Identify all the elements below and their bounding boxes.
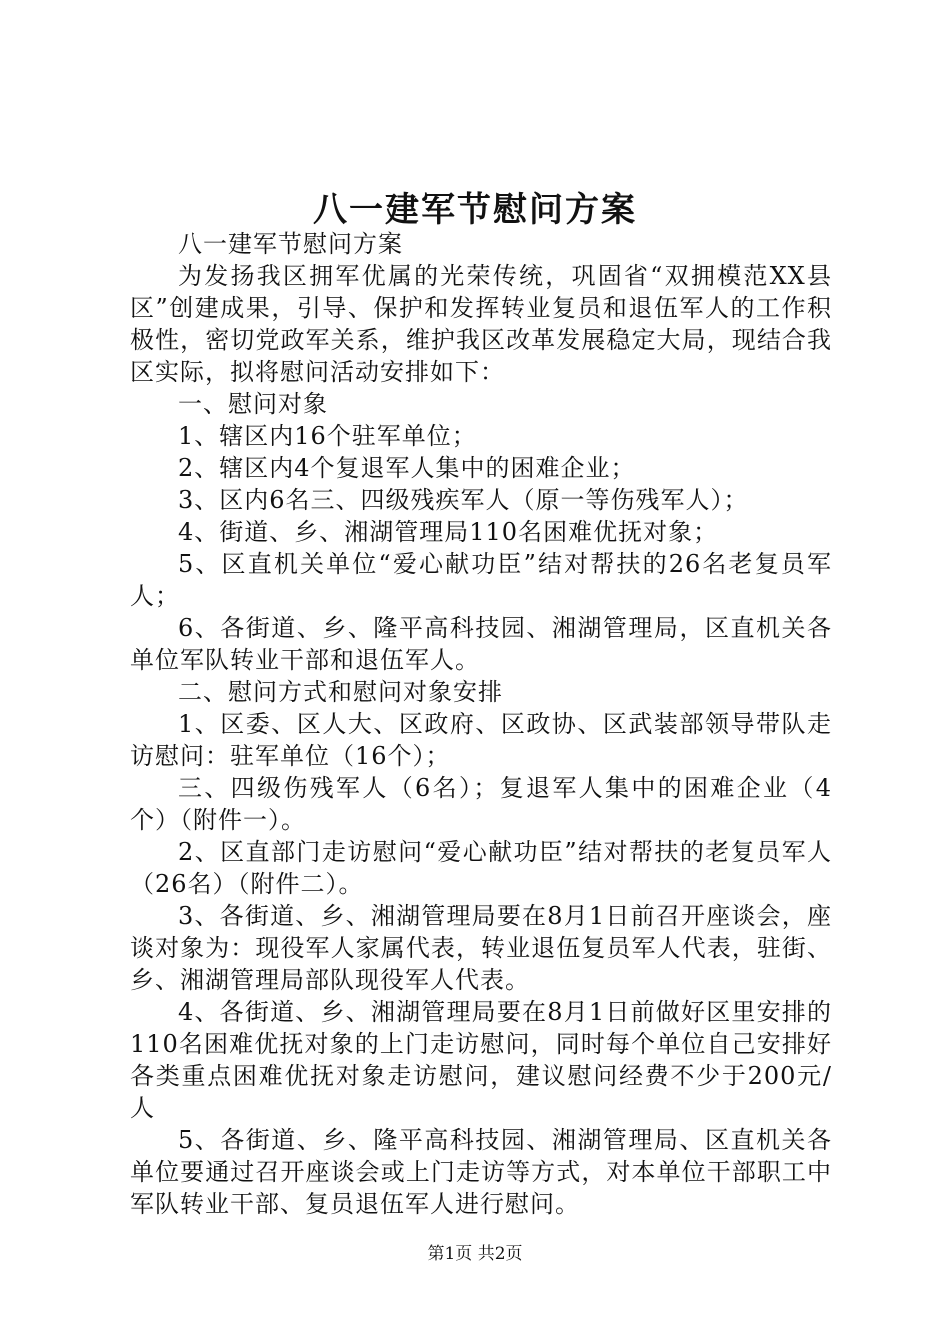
target-item-3: 3、区内6名三、四级残疾军人（原一等伤残军人）； (178, 486, 749, 514)
arrangement-item-5: 5、各街道、乡、隆平高科技园、湘湖管理局、区直机关各单位要通过召开座谈会或上门走访等方式，对本单位干部职工中军队转业干部、复员退伍军人进行慰问。 (130, 1126, 832, 1218)
arrangement-item-3: 3、各街道、乡、湘湖管理局要在8月1日前召开座谈会，座谈对象为：现役军人家属代表，转业退伍复员军人代表，驻街、乡、湘湖管理局部队现役军人代表。 (130, 902, 832, 994)
section-heading-arrangement: 二、慰问方式和慰问对象安排 (178, 678, 503, 706)
target-item-2: 2、辖区内4个复退军人集中的困难企业； (178, 454, 636, 482)
arrangement-item-1: 1、区委、区人大、区政府、区政协、区武装部领导带队走访慰问：驻军单位（16个）； (130, 710, 832, 770)
target-item-5: 5、区直机关单位“爱心献功臣”结对帮扶的26名老复员军人； (130, 550, 832, 610)
document-body (130, 228, 832, 1220)
paragraph-heading-repeat: 八一建军节慰问方案 (178, 230, 403, 258)
target-item-6: 6、各街道、乡、隆平高科技园、湘湖管理局，区直机关各单位军队转业干部和退伍军人。 (130, 614, 832, 674)
arrangement-item-4: 4、各街道、乡、湘湖管理局要在8月1日前做好区里安排的110名困难优抚对象的上门走访慰问，同时每个单位自己安排好各类重点困难优抚对象走访慰问，建议慰问经费不少于200元/人 (130, 998, 832, 1122)
page-footer: 第1页 共2页 (427, 1244, 523, 1264)
arrangement-item-1-continued: 三、四级伤残军人（6名）；复退军人集中的困难企业（4个）（附件一）。 (130, 774, 832, 834)
target-item-4: 4、街道、乡、湘湖管理局110名困难优抚对象； (178, 518, 719, 546)
section-heading-targets: 一、慰问对象 (178, 390, 328, 418)
target-item-1: 1、辖区内16个驻军单位； (178, 422, 477, 450)
paragraph-intro: 为发扬我区拥军优属的光荣传统，巩固省“双拥模范XX县区”创建成果，引导、保护和发挥转业复员和退伍军人的工作积极性，密切党政军关系，维护我区改革发展稳定大局，现结合我区实际，拟将慰问活动安排如下： (130, 262, 832, 386)
arrangement-item-2: 2、区直部门走访慰问“爱心献功臣”结对帮扶的老复员军人（26名）（附件二）。 (130, 838, 832, 898)
document-title: 八一建军节慰问方案 (313, 190, 637, 230)
